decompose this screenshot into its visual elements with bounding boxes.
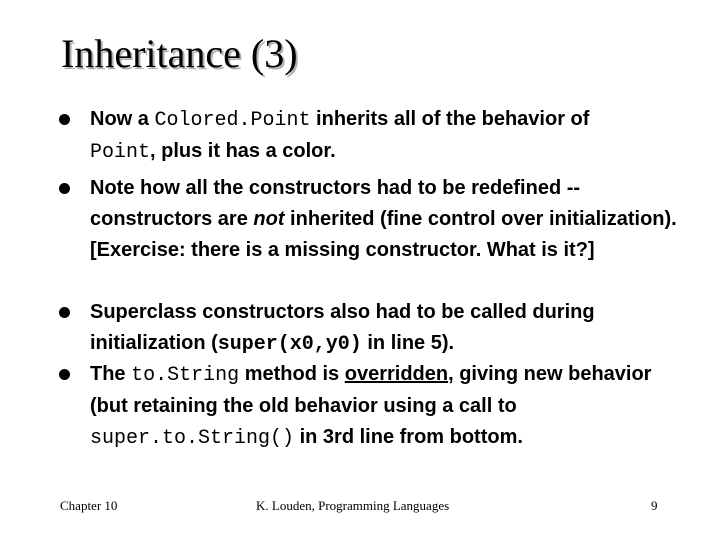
bullet-2-text-2: inherited (fine control over initialization). [Exercise: there is a missing constructor. What is it?] — [90, 208, 677, 261]
bullet-2 — [90, 173, 690, 266]
bullet-3-text-2: in line 5). — [361, 332, 455, 354]
bullet-dot-4 — [59, 369, 70, 380]
bullet-1-code-point: Point — [90, 141, 151, 164]
bullet-1 — [90, 104, 690, 168]
footer-chapter: Chapter 10 — [60, 498, 118, 513]
bullet-1-text: Now a — [90, 108, 155, 130]
bullet-1-text-3: , plus it has a color. — [150, 140, 336, 162]
bullet-4 — [90, 359, 690, 454]
bullet-dot-1 — [59, 114, 70, 125]
footer-page-number: 9 — [651, 498, 658, 513]
bullet-dot-3 — [59, 307, 70, 318]
bullet-4-code-super-tostring: super.to.String() — [90, 427, 295, 450]
bullet-2-text: Note how all the constructors had to be redefined -- constructors are — [90, 177, 581, 230]
bullet-4-text-2: method is — [239, 363, 345, 385]
bullet-3 — [90, 297, 690, 360]
slide-title: Inheritance (3) — [61, 31, 298, 76]
bullet-4-text-3: , giving new behavior (but retaining the old behavior using a call to — [90, 363, 652, 417]
bullet-1-code-colored-point: Colored.Point — [154, 109, 311, 132]
bullet-dot-2 — [59, 183, 70, 194]
bullet-4-underlined: overridden — [344, 363, 449, 385]
bullet-3-code-super: super(x0,y0) — [217, 333, 362, 356]
footer-course: K. Louden, Programming Languages — [256, 498, 450, 513]
bullet-3-text: Superclass constructors also had to be called during initialization ( — [90, 301, 595, 354]
bullet-4-text-4: in 3rd line from bottom. — [294, 426, 523, 448]
bullet-1-text-2: inherits all of the behavior of — [310, 108, 590, 130]
bullet-2-emphasis: not — [253, 208, 285, 230]
bullet-4-text: The — [90, 363, 132, 385]
bullet-4-code-tostring: to.String — [131, 364, 240, 387]
